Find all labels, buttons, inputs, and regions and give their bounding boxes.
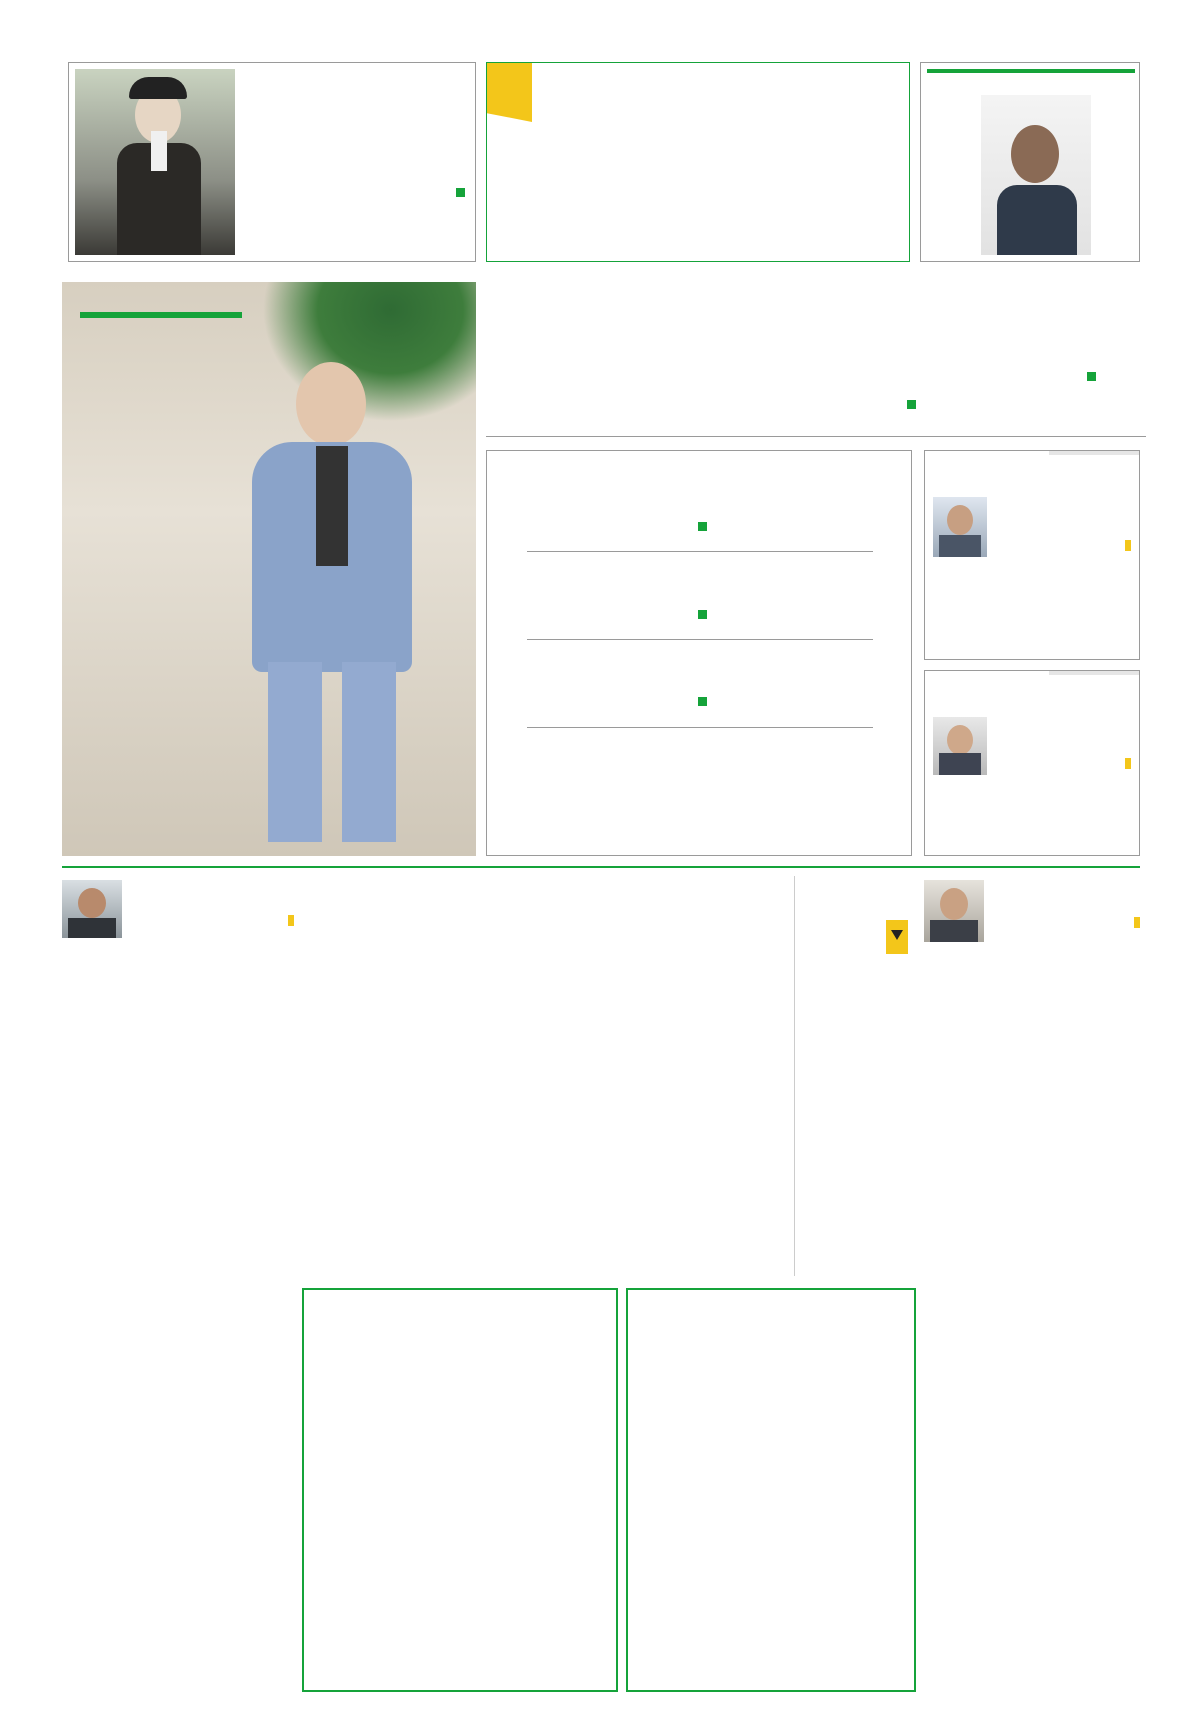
col5-body [62, 948, 294, 1688]
bullet-square-icon [698, 522, 707, 531]
bullet-square-icon [698, 697, 707, 706]
bullet-square-icon [907, 400, 916, 409]
yaddasht-author [991, 751, 1131, 770]
col4-body [302, 884, 458, 1274]
column-sokhan [924, 450, 1140, 660]
yaddasht-label [1049, 671, 1139, 675]
yaddasht-author-name [1125, 758, 1131, 769]
column-yaddasht [924, 670, 1140, 856]
story-divider [527, 639, 873, 640]
story-1-sub [497, 521, 903, 532]
right-top-story[interactable] [920, 62, 1140, 262]
bottom-col-1 [924, 876, 1140, 1696]
masthead [486, 62, 910, 262]
story-3-sub [493, 697, 907, 707]
sokhan-label [1049, 451, 1139, 455]
story-divider [527, 727, 873, 728]
jafarpour-avatar [933, 717, 987, 775]
bullet-square-icon [698, 610, 707, 619]
leader-photo [75, 69, 235, 255]
col5-author-name [288, 915, 294, 926]
bullet-square-icon [456, 188, 465, 197]
man-figure [232, 342, 432, 842]
col1-author-name [1134, 917, 1140, 928]
main-sub-2 [486, 392, 916, 416]
col3-body [466, 884, 622, 1274]
right-top-kicker [927, 69, 1135, 73]
feature-photo[interactable] [62, 282, 476, 856]
left-top-story[interactable] [68, 62, 476, 262]
col2-body [630, 924, 880, 1274]
left-top-bullet [241, 183, 465, 200]
issue-badge [486, 62, 532, 122]
box-wrestling-body [312, 1318, 608, 1688]
main-sub-1 [486, 364, 1096, 388]
sokhan-author-name [1125, 540, 1131, 551]
yellow-arrow-icon [886, 920, 908, 954]
col1-body [924, 950, 1140, 1690]
box-nagshbandi-body [636, 1318, 906, 1688]
col5-author [144, 908, 294, 927]
col1-author [1000, 910, 1140, 929]
box-nagshbandi[interactable] [626, 1288, 916, 1692]
section-divider [62, 866, 1140, 868]
center-stories [486, 450, 912, 856]
sokhan-author [991, 533, 1131, 552]
feraghat-avatar [62, 880, 122, 938]
bullet-square-icon [1087, 372, 1096, 381]
feature-badge [80, 312, 242, 318]
story-2-sub [497, 609, 903, 620]
bottom-col-5 [62, 876, 294, 1696]
qorban-avatar [924, 880, 984, 942]
main-divider [486, 436, 1146, 437]
box-wrestling[interactable] [302, 1288, 618, 1692]
khabbaz-photo [981, 95, 1091, 255]
zargar-avatar [933, 497, 987, 557]
story-divider [527, 551, 873, 552]
